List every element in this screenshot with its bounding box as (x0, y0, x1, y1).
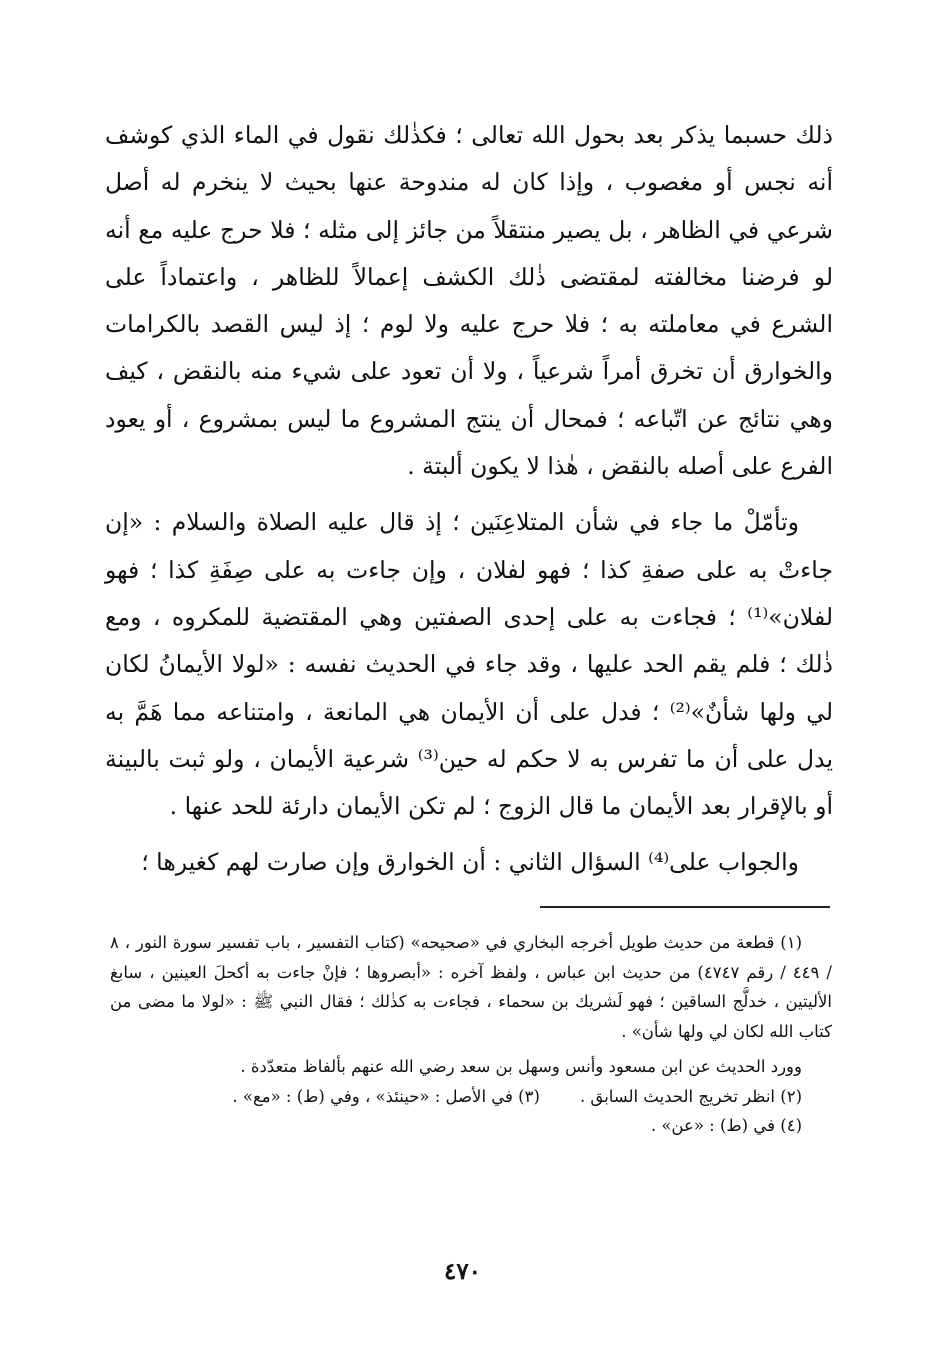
footnote-1-extra: وورد الحديث عن ابن مسعود وأنس وسهل بن سعد رضي الله عنهم بألفاظ متعدّدة . (240, 1057, 802, 1076)
paragraph-3: والجواب على⁽⁴⁾ السؤال الثاني : أن الخوارق وإن صارت لهم كغيرها ؛ (141, 848, 799, 877)
page-number: ٤٧٠ (443, 1258, 482, 1285)
footnote-3: (٣) في الأصل : «حينئذ» ، وفي (ط) : «مع» . (232, 1086, 540, 1106)
paragraph-1: ذلك حسبما يذكر بعد بحول الله تعالى ؛ فكذٰلك نقول في الماء الذي كوشف أنه نجس أو مغصوب ، وإذا كان له مندوحة عنها بحيث لا ينخرم له أصل شرعي في الظاهر ، بل يصير منتقلاً من جائز إلى مثله ؛ فلا حرج عليه مع أنه لو فرضنا مخالفته لمقتضى ذٰلك الكشف إعمالاً للظاهر ، واعتماداً على الشرع في معاملته به ؛ فلا حرج عليه ولا لوم ؛ إذ ليس القصد بالكرامات والخوارق أن تخرق أمراً شرعياً ، ولا أن تعود على شيء منه بالنقض ، كيف وهي نتائج عن اتّباعه ؛ فمحال أن ينتج المشروع ما ليس بمشروع ، أو يعود الفرع على أصله بالنقض ، هٰذا لا يكون ألبتة . (105, 121, 833, 481)
footnotes (110, 928, 832, 1141)
main-text (105, 112, 833, 887)
footnote-2: (٢) انظر تخريج الحديث السابق . (579, 1086, 802, 1106)
footnote-separator (540, 906, 830, 908)
footnote-row-2-3 (110, 1082, 832, 1112)
footnote-4: (٤) في (ط) : «عن» . (650, 1116, 802, 1135)
footnote-1: (١) قطعة من حديث طويل أخرجه البخاري في «صحيحه» (كتاب التفسير ، باب تفسير سورة النور ، ٨ / ٤٤٩ / رقم ٤٧٤٧) من حديث ابن عباس ، ولفظ آخره : «أبصروها ؛ فإنْ جاءت به أكحلَ العينين ، سابغ الأليتين ، خدلَّج الساقين ؛ فهو لَشريك بن سحماء ، فجاءت به كذٰلك ؛ فقال النبي ﷺ : «لولا ما مضى من كتاب الله لكان لي ولها شأن» . (110, 933, 832, 1041)
paragraph-2: وتأمّلْ ما جاء في شأن المتلاعِنَين ؛ إذ قال عليه الصلاة والسلام : «إن جاءتْ به على صفةِ كذا ؛ فهو لفلان ، وإن جاءت به على صِفَةِ كذا ؛ فهو لفلان»⁽¹⁾ ؛ فجاءت به على إحدى الصفتين وهي المقتضية للمكروه ، ومع ذٰلك ؛ فلم يقم الحد عليها ، وقد جاء في الحديث نفسه : «لولا الأيمانُ لكان لي ولها شأنٌ»⁽²⁾ ؛ فدل على أن الأيمان هي المانعة ، وامتناعه مما هَمَّ به يدل على أن ما تفرس به لا حكم له حين⁽³⁾ شرعية الأيمان ، ولو ثبت بالبينة أو بالإقرار بعد الأيمان ما قال الزوج ؛ لم تكن الأيمان دارئة للحد عنها . (105, 508, 833, 821)
